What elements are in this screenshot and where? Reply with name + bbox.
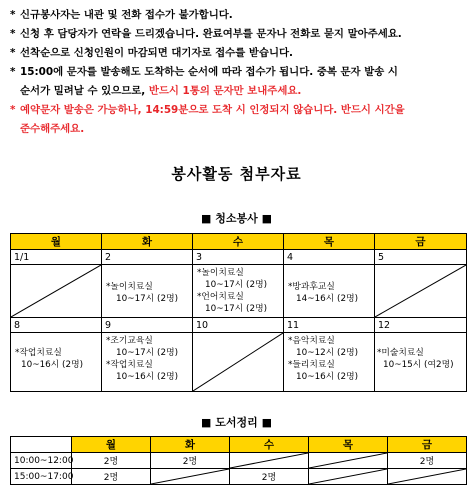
room-name: *놀이치료실 <box>197 268 244 278</box>
day-header: 목 <box>309 437 388 453</box>
date-cell: 2 <box>102 250 193 265</box>
room-time: 14~16시 (2명) <box>296 294 359 304</box>
slot-cell-empty <box>309 453 388 469</box>
diagonal-slash <box>193 333 283 391</box>
day-header: 화 <box>102 234 193 250</box>
diagonal-slash <box>309 469 387 484</box>
diagonal-slash <box>309 453 387 468</box>
library-table <box>10 436 467 485</box>
room-time: 10~15시 (여2명) <box>383 360 454 370</box>
table-row <box>11 469 467 485</box>
section-title-cleaning: ■ 청소봉사 ■ <box>201 212 272 225</box>
schedule-cell <box>102 265 193 318</box>
notice-item: * 신규봉사자는 내관 및 전화 접수가 불가합니다. <box>10 6 465 25</box>
notice-item-timing-cont: 순서가 밀려날 수 있으므로, 반드시 1통의 문자만 보내주세요. <box>20 85 302 97</box>
schedule-cell <box>284 265 375 318</box>
schedule-cell-empty <box>375 265 467 318</box>
date-cell: 10 <box>193 318 284 333</box>
notice-item-reservation-cont: 준수해주세요. <box>20 123 85 135</box>
room-time: 10~17시 (2명) <box>205 280 268 290</box>
room-time: 10~17시 (2명) <box>116 348 179 358</box>
section-title-library: ■ 도서정리 ■ <box>201 416 272 429</box>
schedule-cell <box>193 265 284 318</box>
cleaning-table <box>10 233 467 392</box>
day-header: 수 <box>230 437 309 453</box>
schedule-cell <box>284 333 375 392</box>
time-header-blank <box>11 437 72 453</box>
slot-cell-empty <box>151 469 230 485</box>
day-header: 수 <box>193 234 284 250</box>
room-time: 10~16시 (2명) <box>116 372 179 382</box>
notice-item-reservation: * 예약문자 발송은 가능하나, 14:59분으로 도착 시 인정되지 않습니다. 반드시 시간을 <box>10 101 465 120</box>
room-name: *작업치료실 <box>106 360 153 370</box>
asterisk: * <box>10 66 16 78</box>
date-cell: 12 <box>375 318 467 333</box>
day-header: 월 <box>11 234 102 250</box>
room-name: *미술치료실 <box>377 348 424 358</box>
table-row <box>11 453 467 469</box>
schedule-cell <box>11 333 102 392</box>
room-time: 10~17시 (2명) <box>116 294 179 304</box>
schedule-cell-empty <box>11 265 102 318</box>
date-cell: 8 <box>11 318 102 333</box>
notice-item: * 신청 후 담당자가 연락을 드리겠습니다. 완료여부를 문자나 전화로 묻지 말아주세요. <box>10 25 465 44</box>
slot-cell: 2명 <box>151 453 230 469</box>
diagonal-slash <box>230 453 308 468</box>
time-slot: 10:00~12:00 <box>11 453 72 469</box>
page-title: 봉사활동 첨부자료 <box>171 165 302 183</box>
notice-item-timing: * 15:00에 문자를 발송해도 도착하는 순서에 따라 접수가 됩니다. 중복 문자 발송 시 <box>10 63 465 82</box>
room-name: *방과후교실 <box>288 282 335 292</box>
asterisk: * <box>10 9 16 21</box>
day-header: 금 <box>375 234 467 250</box>
date-cell: 9 <box>102 318 193 333</box>
slot-cell: 2명 <box>230 469 309 485</box>
slot-cell-empty <box>388 469 467 485</box>
date-cell: 1/1 <box>11 250 102 265</box>
room-name: *들리치료실 <box>288 360 335 370</box>
time-slot: 15:00~17:00 <box>11 469 72 485</box>
slot-cell-empty <box>230 453 309 469</box>
schedule-cell <box>102 333 193 392</box>
diagonal-slash <box>375 265 466 317</box>
slot-cell-empty <box>309 469 388 485</box>
diagonal-slash <box>388 469 466 484</box>
slot-cell: 2명 <box>72 453 151 469</box>
notice-item: * 선착순으로 신청인원이 마감되면 대기자로 접수를 받습니다. <box>10 44 465 63</box>
slot-cell: 2명 <box>388 453 467 469</box>
room-time: 10~12시 (2명) <box>296 348 359 358</box>
day-header: 월 <box>72 437 151 453</box>
room-name: *음악치료실 <box>288 336 335 346</box>
slot-cell: 2명 <box>72 469 151 485</box>
room-name: *작업치료실 <box>15 348 62 358</box>
diagonal-slash <box>151 469 229 484</box>
room-time: 10~16시 (2명) <box>21 360 84 370</box>
room-time: 10~17시 (2명) <box>205 304 268 314</box>
schedule-cell <box>375 333 467 392</box>
room-name: *언어치료실 <box>197 292 244 302</box>
day-header: 화 <box>151 437 230 453</box>
date-cell: 4 <box>284 250 375 265</box>
room-time: 10~16시 (2명) <box>296 372 359 382</box>
day-header: 금 <box>388 437 467 453</box>
date-cell: 5 <box>375 250 467 265</box>
asterisk: * <box>10 47 16 59</box>
room-name: *놀이치료실 <box>106 282 153 292</box>
day-header: 목 <box>284 234 375 250</box>
notice-list <box>10 6 465 139</box>
asterisk: * <box>10 104 16 116</box>
diagonal-slash <box>11 265 101 317</box>
room-name: *조기교육실 <box>106 336 153 346</box>
schedule-cell-empty <box>193 333 284 392</box>
date-cell: 11 <box>284 318 375 333</box>
asterisk: * <box>10 28 16 40</box>
date-cell: 3 <box>193 250 284 265</box>
